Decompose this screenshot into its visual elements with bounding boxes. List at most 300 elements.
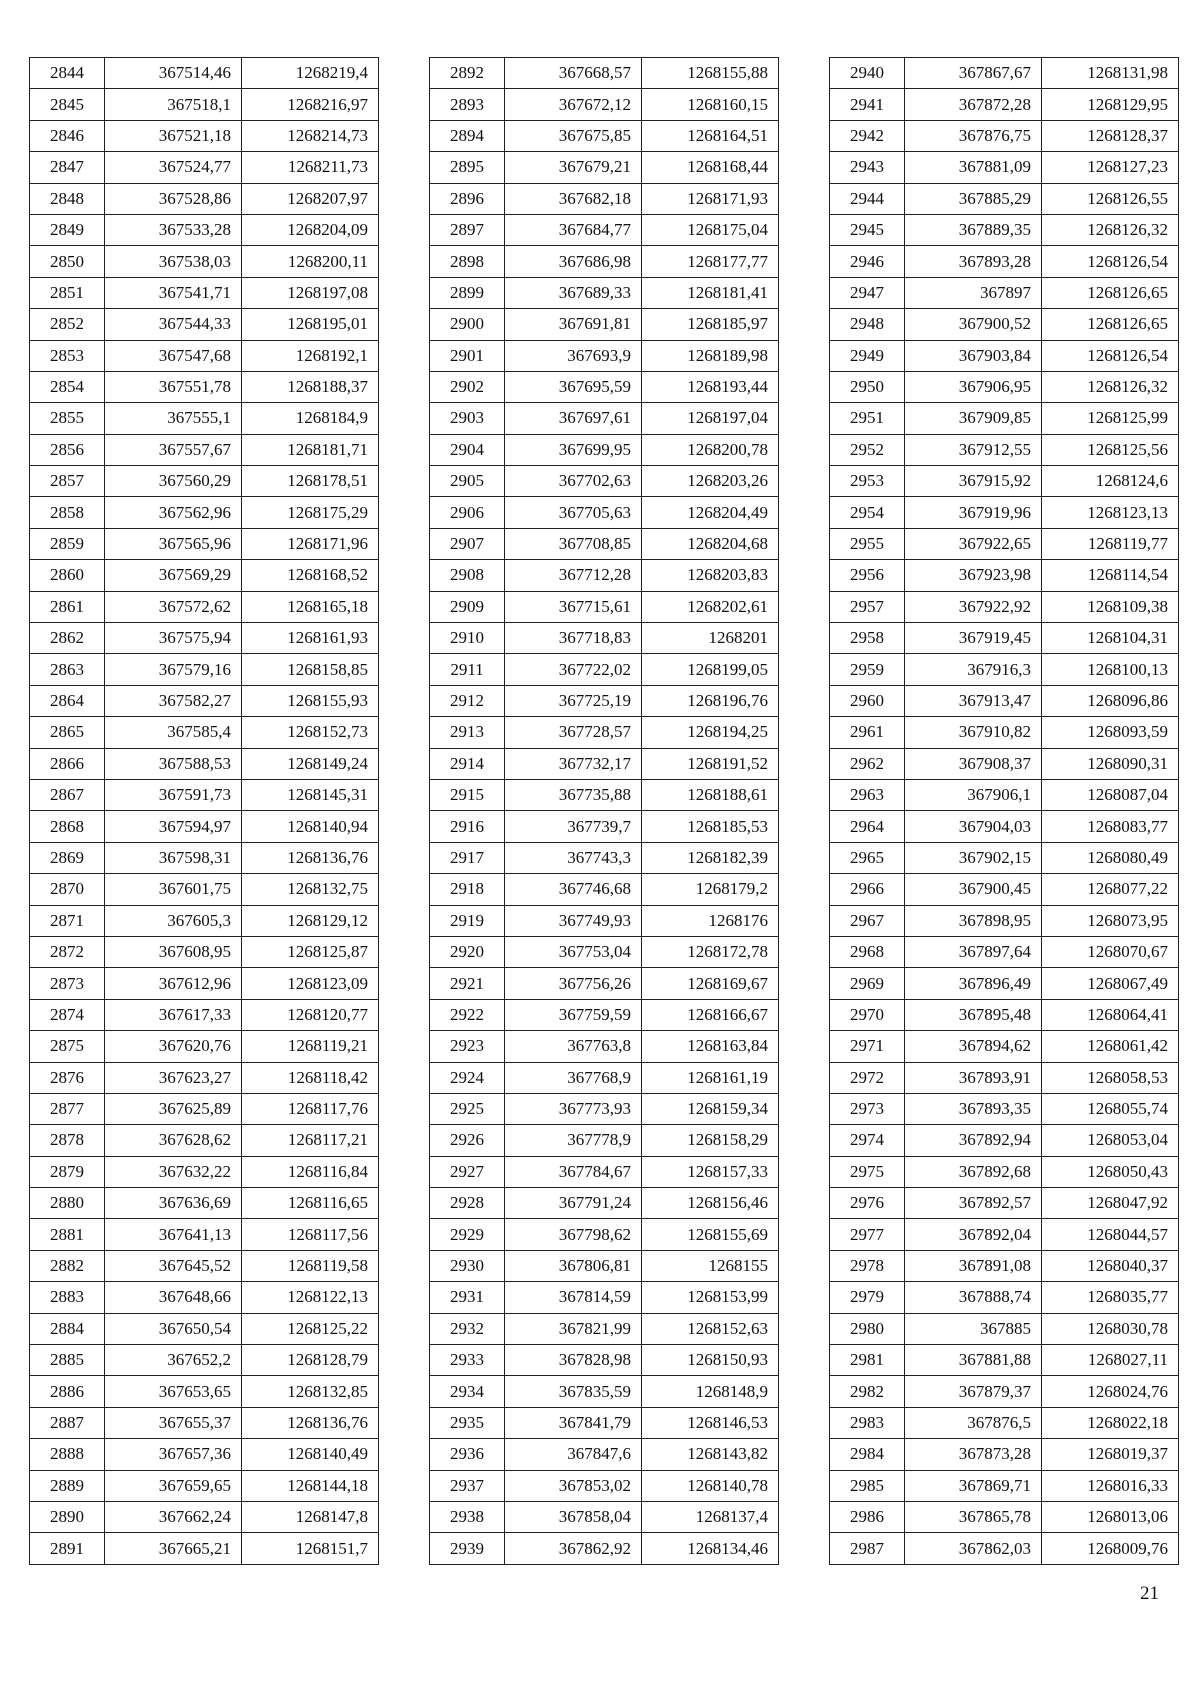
point-number-cell: 2971 xyxy=(830,1031,905,1062)
point-number-cell: 2920 xyxy=(430,936,505,967)
point-number-cell: 2922 xyxy=(430,999,505,1030)
table-row xyxy=(430,403,779,434)
point-number-cell: 2844 xyxy=(30,58,105,89)
x-coordinate-cell: 367728,57 xyxy=(505,717,642,748)
x-coordinate-cell: 367659,65 xyxy=(105,1470,242,1501)
x-coordinate-cell: 367551,78 xyxy=(105,371,242,402)
y-coordinate-cell: 1268137,4 xyxy=(642,1501,779,1532)
point-number-cell: 2937 xyxy=(430,1470,505,1501)
y-coordinate-cell: 1268161,19 xyxy=(642,1062,779,1093)
table-row xyxy=(830,811,1179,842)
point-number-cell: 2967 xyxy=(830,905,905,936)
point-number-cell: 2947 xyxy=(830,277,905,308)
x-coordinate-cell: 367518,1 xyxy=(105,89,242,120)
point-number-cell: 2862 xyxy=(30,623,105,654)
y-coordinate-cell: 1268153,99 xyxy=(642,1282,779,1313)
table-row xyxy=(30,434,379,465)
table-row xyxy=(30,1062,379,1093)
point-number-cell: 2916 xyxy=(430,811,505,842)
table-row xyxy=(30,748,379,779)
y-coordinate-cell: 1268148,9 xyxy=(642,1376,779,1407)
table-row xyxy=(430,1470,779,1501)
table-row xyxy=(830,246,1179,277)
y-coordinate-cell: 1268151,7 xyxy=(242,1533,379,1564)
x-coordinate-cell: 367806,81 xyxy=(505,1250,642,1281)
y-coordinate-cell: 1268061,42 xyxy=(1042,1031,1179,1062)
y-coordinate-cell: 1268175,04 xyxy=(642,214,779,245)
y-coordinate-cell: 1268192,1 xyxy=(242,340,379,371)
x-coordinate-cell: 367684,77 xyxy=(505,214,642,245)
point-number-cell: 2848 xyxy=(30,183,105,214)
x-coordinate-cell: 367541,71 xyxy=(105,277,242,308)
y-coordinate-cell: 1268123,13 xyxy=(1042,497,1179,528)
point-number-cell: 2882 xyxy=(30,1250,105,1281)
point-number-cell: 2850 xyxy=(30,246,105,277)
table-row xyxy=(430,685,779,716)
table-row xyxy=(430,277,779,308)
table-row xyxy=(30,403,379,434)
y-coordinate-cell: 1268158,85 xyxy=(242,654,379,685)
y-coordinate-cell: 1268171,96 xyxy=(242,528,379,559)
point-number-cell: 2878 xyxy=(30,1125,105,1156)
x-coordinate-cell: 367743,3 xyxy=(505,842,642,873)
x-coordinate-cell: 367798,62 xyxy=(505,1219,642,1250)
y-coordinate-cell: 1268125,22 xyxy=(242,1313,379,1344)
x-coordinate-cell: 367705,63 xyxy=(505,497,642,528)
table-row xyxy=(830,277,1179,308)
table-row xyxy=(30,1376,379,1407)
x-coordinate-cell: 367910,82 xyxy=(905,717,1042,748)
y-coordinate-cell: 1268158,29 xyxy=(642,1125,779,1156)
x-coordinate-cell: 367708,85 xyxy=(505,528,642,559)
y-coordinate-cell: 1268219,4 xyxy=(242,58,379,89)
x-coordinate-cell: 367514,46 xyxy=(105,58,242,89)
y-coordinate-cell: 1268169,67 xyxy=(642,968,779,999)
point-number-cell: 2902 xyxy=(430,371,505,402)
y-coordinate-cell: 1268155 xyxy=(642,1250,779,1281)
table-row xyxy=(830,152,1179,183)
point-number-cell: 2943 xyxy=(830,152,905,183)
y-coordinate-cell: 1268117,56 xyxy=(242,1219,379,1250)
point-number-cell: 2966 xyxy=(830,874,905,905)
point-number-cell: 2898 xyxy=(430,246,505,277)
point-number-cell: 2985 xyxy=(830,1470,905,1501)
point-number-cell: 2908 xyxy=(430,560,505,591)
y-coordinate-cell: 1268176 xyxy=(642,905,779,936)
table-row xyxy=(830,466,1179,497)
y-coordinate-cell: 1268181,71 xyxy=(242,434,379,465)
x-coordinate-cell: 367689,33 xyxy=(505,277,642,308)
y-coordinate-cell: 1268156,46 xyxy=(642,1188,779,1219)
x-coordinate-cell: 367601,75 xyxy=(105,874,242,905)
x-coordinate-cell: 367893,91 xyxy=(905,1062,1042,1093)
y-coordinate-cell: 1268168,52 xyxy=(242,560,379,591)
table-row xyxy=(430,1376,779,1407)
x-coordinate-cell: 367915,92 xyxy=(905,466,1042,497)
y-coordinate-cell: 1268126,54 xyxy=(1042,246,1179,277)
x-coordinate-cell: 367867,67 xyxy=(905,58,1042,89)
table-row xyxy=(30,528,379,559)
x-coordinate-cell: 367893,28 xyxy=(905,246,1042,277)
x-coordinate-cell: 367892,57 xyxy=(905,1188,1042,1219)
x-coordinate-cell: 367773,93 xyxy=(505,1093,642,1124)
table-row xyxy=(30,591,379,622)
point-number-cell: 2873 xyxy=(30,968,105,999)
x-coordinate-cell: 367835,59 xyxy=(505,1376,642,1407)
x-coordinate-cell: 367919,96 xyxy=(905,497,1042,528)
x-coordinate-cell: 367582,27 xyxy=(105,685,242,716)
x-coordinate-cell: 367885,29 xyxy=(905,183,1042,214)
point-number-cell: 2889 xyxy=(30,1470,105,1501)
y-coordinate-cell: 1268179,2 xyxy=(642,874,779,905)
table-row xyxy=(830,528,1179,559)
table-row xyxy=(430,120,779,151)
point-number-cell: 2858 xyxy=(30,497,105,528)
x-coordinate-cell: 367828,98 xyxy=(505,1345,642,1376)
x-coordinate-cell: 367891,08 xyxy=(905,1250,1042,1281)
x-coordinate-cell: 367894,62 xyxy=(905,1031,1042,1062)
y-coordinate-cell: 1268035,77 xyxy=(1042,1282,1179,1313)
point-number-cell: 2896 xyxy=(430,183,505,214)
y-coordinate-cell: 1268204,49 xyxy=(642,497,779,528)
table-row xyxy=(30,1188,379,1219)
y-coordinate-cell: 1268182,39 xyxy=(642,842,779,873)
x-coordinate-cell: 367612,96 xyxy=(105,968,242,999)
table-row xyxy=(430,528,779,559)
x-coordinate-cell: 367695,59 xyxy=(505,371,642,402)
point-number-cell: 2930 xyxy=(430,1250,505,1281)
x-coordinate-cell: 367521,18 xyxy=(105,120,242,151)
x-coordinate-cell: 367862,92 xyxy=(505,1533,642,1564)
point-number-cell: 2901 xyxy=(430,340,505,371)
point-number-cell: 2939 xyxy=(430,1533,505,1564)
x-coordinate-cell: 367900,45 xyxy=(905,874,1042,905)
y-coordinate-cell: 1268147,8 xyxy=(242,1501,379,1532)
table-row xyxy=(30,1031,379,1062)
y-coordinate-cell: 1268149,24 xyxy=(242,748,379,779)
x-coordinate-cell: 367892,94 xyxy=(905,1125,1042,1156)
y-coordinate-cell: 1268129,95 xyxy=(1042,89,1179,120)
y-coordinate-cell: 1268185,53 xyxy=(642,811,779,842)
table-row xyxy=(830,1156,1179,1187)
table-row xyxy=(430,936,779,967)
table-row xyxy=(830,1376,1179,1407)
y-coordinate-cell: 1268155,88 xyxy=(642,58,779,89)
x-coordinate-cell: 367712,28 xyxy=(505,560,642,591)
y-coordinate-cell: 1268055,74 xyxy=(1042,1093,1179,1124)
y-coordinate-cell: 1268131,98 xyxy=(1042,58,1179,89)
point-number-cell: 2983 xyxy=(830,1407,905,1438)
y-coordinate-cell: 1268203,26 xyxy=(642,466,779,497)
x-coordinate-cell: 367821,99 xyxy=(505,1313,642,1344)
point-number-cell: 2887 xyxy=(30,1407,105,1438)
x-coordinate-cell: 367896,49 xyxy=(905,968,1042,999)
table-row xyxy=(30,277,379,308)
point-number-cell: 2885 xyxy=(30,1345,105,1376)
table-row xyxy=(830,591,1179,622)
point-number-cell: 2929 xyxy=(430,1219,505,1250)
point-number-cell: 2849 xyxy=(30,214,105,245)
point-number-cell: 2899 xyxy=(430,277,505,308)
point-number-cell: 2936 xyxy=(430,1439,505,1470)
table-row xyxy=(30,1407,379,1438)
x-coordinate-cell: 367662,24 xyxy=(105,1501,242,1532)
table-row xyxy=(30,246,379,277)
point-number-cell: 2925 xyxy=(430,1093,505,1124)
x-coordinate-cell: 367686,98 xyxy=(505,246,642,277)
table-row xyxy=(430,246,779,277)
point-number-cell: 2940 xyxy=(830,58,905,89)
y-coordinate-cell: 1268155,93 xyxy=(242,685,379,716)
y-coordinate-cell: 1268175,29 xyxy=(242,497,379,528)
x-coordinate-cell: 367648,66 xyxy=(105,1282,242,1313)
x-coordinate-cell: 367739,7 xyxy=(505,811,642,842)
y-coordinate-cell: 1268207,97 xyxy=(242,183,379,214)
x-coordinate-cell: 367528,86 xyxy=(105,183,242,214)
point-number-cell: 2974 xyxy=(830,1125,905,1156)
point-number-cell: 2872 xyxy=(30,936,105,967)
table-row xyxy=(430,1125,779,1156)
table-row xyxy=(30,58,379,89)
point-number-cell: 2870 xyxy=(30,874,105,905)
y-coordinate-cell: 1268200,11 xyxy=(242,246,379,277)
y-coordinate-cell: 1268128,79 xyxy=(242,1345,379,1376)
point-number-cell: 2897 xyxy=(430,214,505,245)
point-number-cell: 2914 xyxy=(430,748,505,779)
table-row xyxy=(430,58,779,89)
point-number-cell: 2900 xyxy=(430,309,505,340)
y-coordinate-cell: 1268168,44 xyxy=(642,152,779,183)
y-coordinate-cell: 1268181,41 xyxy=(642,277,779,308)
point-number-cell: 2941 xyxy=(830,89,905,120)
x-coordinate-cell: 367916,3 xyxy=(905,654,1042,685)
table-row xyxy=(830,999,1179,1030)
point-number-cell: 2865 xyxy=(30,717,105,748)
point-number-cell: 2961 xyxy=(830,717,905,748)
table-row xyxy=(430,779,779,810)
y-coordinate-cell: 1268202,61 xyxy=(642,591,779,622)
y-coordinate-cell: 1268050,43 xyxy=(1042,1156,1179,1187)
point-number-cell: 2924 xyxy=(430,1062,505,1093)
table-row xyxy=(430,1407,779,1438)
point-number-cell: 2861 xyxy=(30,591,105,622)
y-coordinate-cell: 1268019,37 xyxy=(1042,1439,1179,1470)
point-number-cell: 2926 xyxy=(430,1125,505,1156)
table-row xyxy=(30,1125,379,1156)
table-row xyxy=(430,1219,779,1250)
table-row xyxy=(30,905,379,936)
point-number-cell: 2968 xyxy=(830,936,905,967)
x-coordinate-cell: 367693,9 xyxy=(505,340,642,371)
x-coordinate-cell: 367675,85 xyxy=(505,120,642,151)
table-row xyxy=(430,842,779,873)
x-coordinate-cell: 367892,04 xyxy=(905,1219,1042,1250)
y-coordinate-cell: 1268145,31 xyxy=(242,779,379,810)
point-number-cell: 2976 xyxy=(830,1188,905,1219)
y-coordinate-cell: 1268087,04 xyxy=(1042,779,1179,810)
table-row xyxy=(30,309,379,340)
point-number-cell: 2857 xyxy=(30,466,105,497)
table-row xyxy=(430,811,779,842)
point-number-cell: 2867 xyxy=(30,779,105,810)
table-row xyxy=(430,591,779,622)
x-coordinate-cell: 367923,98 xyxy=(905,560,1042,591)
table-row xyxy=(430,1282,779,1313)
x-coordinate-cell: 367641,13 xyxy=(105,1219,242,1250)
table-row xyxy=(830,214,1179,245)
point-number-cell: 2972 xyxy=(830,1062,905,1093)
x-coordinate-cell: 367653,65 xyxy=(105,1376,242,1407)
y-coordinate-cell: 1268117,76 xyxy=(242,1093,379,1124)
y-coordinate-cell: 1268053,04 xyxy=(1042,1125,1179,1156)
table-row xyxy=(30,1282,379,1313)
point-number-cell: 2863 xyxy=(30,654,105,685)
table-row xyxy=(830,748,1179,779)
point-number-cell: 2933 xyxy=(430,1345,505,1376)
x-coordinate-cell: 367715,61 xyxy=(505,591,642,622)
table-row xyxy=(30,685,379,716)
y-coordinate-cell: 1268047,92 xyxy=(1042,1188,1179,1219)
y-coordinate-cell: 1268146,53 xyxy=(642,1407,779,1438)
table-row xyxy=(830,1313,1179,1344)
table-row xyxy=(30,1219,379,1250)
x-coordinate-cell: 367897 xyxy=(905,277,1042,308)
table-row xyxy=(830,1501,1179,1532)
table-row xyxy=(830,1250,1179,1281)
x-coordinate-cell: 367778,9 xyxy=(505,1125,642,1156)
x-coordinate-cell: 367732,17 xyxy=(505,748,642,779)
x-coordinate-cell: 367702,63 xyxy=(505,466,642,497)
x-coordinate-cell: 367841,79 xyxy=(505,1407,642,1438)
x-coordinate-cell: 367858,04 xyxy=(505,1501,642,1532)
x-coordinate-cell: 367569,29 xyxy=(105,560,242,591)
point-number-cell: 2874 xyxy=(30,999,105,1030)
point-number-cell: 2932 xyxy=(430,1313,505,1344)
point-number-cell: 2876 xyxy=(30,1062,105,1093)
y-coordinate-cell: 1268125,56 xyxy=(1042,434,1179,465)
y-coordinate-cell: 1268195,01 xyxy=(242,309,379,340)
y-coordinate-cell: 1268109,38 xyxy=(1042,591,1179,622)
y-coordinate-cell: 1268064,41 xyxy=(1042,999,1179,1030)
point-number-cell: 2910 xyxy=(430,623,505,654)
table-row xyxy=(30,214,379,245)
x-coordinate-cell: 367919,45 xyxy=(905,623,1042,654)
y-coordinate-cell: 1268136,76 xyxy=(242,1407,379,1438)
table-row xyxy=(830,1219,1179,1250)
x-coordinate-cell: 367759,59 xyxy=(505,999,642,1030)
table-row xyxy=(430,214,779,245)
point-number-cell: 2853 xyxy=(30,340,105,371)
point-number-cell: 2918 xyxy=(430,874,505,905)
table-row xyxy=(830,58,1179,89)
table-row xyxy=(430,340,779,371)
point-number-cell: 2877 xyxy=(30,1093,105,1124)
y-coordinate-cell: 1268030,78 xyxy=(1042,1313,1179,1344)
x-coordinate-cell: 367897,64 xyxy=(905,936,1042,967)
table-row xyxy=(430,183,779,214)
x-coordinate-cell: 367632,22 xyxy=(105,1156,242,1187)
table-row xyxy=(30,842,379,873)
point-number-cell: 2984 xyxy=(830,1439,905,1470)
table-row xyxy=(30,1439,379,1470)
point-number-cell: 2982 xyxy=(830,1376,905,1407)
table-row xyxy=(30,779,379,810)
point-number-cell: 2859 xyxy=(30,528,105,559)
point-number-cell: 2935 xyxy=(430,1407,505,1438)
x-coordinate-cell: 367908,37 xyxy=(905,748,1042,779)
x-coordinate-cell: 367889,35 xyxy=(905,214,1042,245)
y-coordinate-cell: 1268044,57 xyxy=(1042,1219,1179,1250)
table-row xyxy=(830,183,1179,214)
table-row xyxy=(830,1282,1179,1313)
point-number-cell: 2934 xyxy=(430,1376,505,1407)
point-number-cell: 2946 xyxy=(830,246,905,277)
point-number-cell: 2884 xyxy=(30,1313,105,1344)
point-number-cell: 2950 xyxy=(830,371,905,402)
x-coordinate-cell: 367650,54 xyxy=(105,1313,242,1344)
table-row xyxy=(30,968,379,999)
y-coordinate-cell: 1268188,61 xyxy=(642,779,779,810)
x-coordinate-cell: 367904,03 xyxy=(905,811,1042,842)
table-row xyxy=(830,89,1179,120)
table-row xyxy=(430,497,779,528)
table-row xyxy=(430,466,779,497)
y-coordinate-cell: 1268027,11 xyxy=(1042,1345,1179,1376)
point-number-cell: 2959 xyxy=(830,654,905,685)
point-number-cell: 2964 xyxy=(830,811,905,842)
x-coordinate-cell: 367900,52 xyxy=(905,309,1042,340)
x-coordinate-cell: 367791,24 xyxy=(505,1188,642,1219)
point-number-cell: 2963 xyxy=(830,779,905,810)
point-number-cell: 2955 xyxy=(830,528,905,559)
x-coordinate-cell: 367879,37 xyxy=(905,1376,1042,1407)
table-row xyxy=(830,340,1179,371)
x-coordinate-cell: 367533,28 xyxy=(105,214,242,245)
y-coordinate-cell: 1268022,18 xyxy=(1042,1407,1179,1438)
y-coordinate-cell: 1268104,31 xyxy=(1042,623,1179,654)
table-row xyxy=(830,936,1179,967)
table-row xyxy=(830,371,1179,402)
point-number-cell: 2948 xyxy=(830,309,905,340)
table-row xyxy=(830,434,1179,465)
table-row xyxy=(430,434,779,465)
x-coordinate-cell: 367873,28 xyxy=(905,1439,1042,1470)
point-number-cell: 2911 xyxy=(430,654,505,685)
table-row xyxy=(830,654,1179,685)
point-number-cell: 2944 xyxy=(830,183,905,214)
x-coordinate-cell: 367655,37 xyxy=(105,1407,242,1438)
table-row xyxy=(430,1188,779,1219)
y-coordinate-cell: 1268073,95 xyxy=(1042,905,1179,936)
x-coordinate-cell: 367753,04 xyxy=(505,936,642,967)
x-coordinate-cell: 367555,1 xyxy=(105,403,242,434)
point-number-cell: 2957 xyxy=(830,591,905,622)
x-coordinate-cell: 367652,2 xyxy=(105,1345,242,1376)
y-coordinate-cell: 1268127,23 xyxy=(1042,152,1179,183)
y-coordinate-cell: 1268140,78 xyxy=(642,1470,779,1501)
table-row xyxy=(430,905,779,936)
y-coordinate-cell: 1268024,76 xyxy=(1042,1376,1179,1407)
x-coordinate-cell: 367784,67 xyxy=(505,1156,642,1187)
point-number-cell: 2895 xyxy=(430,152,505,183)
point-number-cell: 2958 xyxy=(830,623,905,654)
y-coordinate-cell: 1268159,34 xyxy=(642,1093,779,1124)
point-number-cell: 2960 xyxy=(830,685,905,716)
point-number-cell: 2945 xyxy=(830,214,905,245)
y-coordinate-cell: 1268067,49 xyxy=(1042,968,1179,999)
y-coordinate-cell: 1268132,75 xyxy=(242,874,379,905)
x-coordinate-cell: 367847,6 xyxy=(505,1439,642,1470)
